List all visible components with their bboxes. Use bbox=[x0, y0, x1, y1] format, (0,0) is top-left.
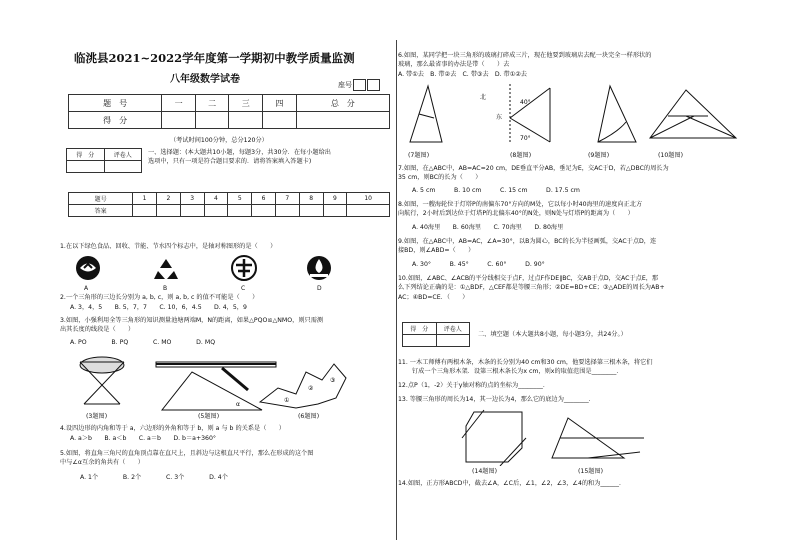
question-7-options: A. 5 cm B. 10 cm C. 15 cm D. 17.5 cm bbox=[412, 187, 580, 194]
answer-cell[interactable] bbox=[204, 205, 228, 217]
fig-caption-6: (6题图) bbox=[298, 413, 320, 420]
question-9-options: A. 30° B. 45° C. 60° D. 90° bbox=[412, 261, 545, 268]
answer-number: 2 bbox=[156, 193, 180, 205]
question-14: 14.如图，正方形ABCD中，截去∠A，∠C后，∠1，∠2，∠3，∠4的和为______． bbox=[398, 480, 626, 487]
answer-number: 10 bbox=[347, 193, 390, 205]
section2-instructions: 二、填空题（本大题共8小题，每小题3分，共24分。） bbox=[478, 331, 627, 338]
column-divider bbox=[396, 40, 397, 540]
exam-title: 临洮县2021~2022学年度第一学期初中教学质量监测 bbox=[74, 51, 355, 65]
question-4-options: A. a＞b B. a＜b C. a＝b D. b＝a+360° bbox=[70, 435, 217, 442]
q14-figure bbox=[460, 408, 530, 466]
answer-cell[interactable] bbox=[228, 205, 252, 217]
question-2: 2.一个三角形的三边长分别为 a, b, c，则 a, b, c 的值不可能是（ ） bbox=[60, 294, 259, 301]
svg-text:α: α bbox=[236, 401, 240, 408]
q9-figure bbox=[594, 82, 642, 148]
score-cell[interactable] bbox=[162, 112, 196, 129]
q7-figure bbox=[406, 82, 446, 148]
answer-number: 7 bbox=[275, 193, 299, 205]
fig-caption-7: (7题图) bbox=[408, 152, 430, 159]
fig-caption-10: (10题图) bbox=[658, 152, 684, 159]
fig-caption-14: (14题图) bbox=[472, 468, 498, 475]
fig-caption-9: (9题图) bbox=[588, 152, 610, 159]
score-header: 四 bbox=[263, 95, 297, 112]
answer-cell[interactable] bbox=[156, 205, 180, 217]
grader-score-cell[interactable] bbox=[67, 161, 105, 173]
grader-score-label: 得 分 bbox=[67, 149, 105, 161]
grader-table bbox=[66, 148, 142, 173]
q1-option-c: C bbox=[241, 285, 246, 292]
question-4: 4.设四边形的内角和等于 a，六边形的外角和等于 b，则 a 与 b 的关系是（ ） bbox=[60, 425, 285, 432]
question-6: 6.如图，某同学把一块三角形的玻璃打碎成三片，现在他要到玻璃店去配一块完全一样形状的 bbox=[398, 52, 652, 59]
q10-figure bbox=[646, 82, 740, 148]
answer-row-label: 答案 bbox=[69, 205, 133, 217]
answer-number: 4 bbox=[204, 193, 228, 205]
angle-40-label: 40° bbox=[520, 99, 531, 106]
seat-box bbox=[353, 79, 366, 91]
question-7-cont: 35 cm，则BC的长为（ ） bbox=[398, 174, 482, 181]
q1-option-a: A bbox=[84, 285, 89, 292]
left-column bbox=[60, 0, 395, 549]
score-cell[interactable] bbox=[229, 112, 263, 129]
compass-east-label: 东 bbox=[496, 114, 503, 121]
water-saving-logo-icon bbox=[307, 256, 331, 280]
question-5-options: A. 1个 B. 2个 C. 3个 D. 4个 bbox=[80, 474, 228, 481]
question-11-cont: 钉成一个三角形木架．设第三根木条长为x cm，则x的取值范围是________． bbox=[412, 368, 623, 375]
question-6-options: A. 带①去 B. 带②去 C. 带③去 D. 带①②去 bbox=[398, 71, 527, 78]
answer-number: 3 bbox=[180, 193, 204, 205]
question-1: 1.在以下绿色食品、回收、节能、节水四个标志中，是轴对称图形的是（ ） bbox=[60, 243, 277, 250]
question-10-cont: 么下列结论正确的是：①△BDF，△CEF都是等腰三角形；②DE=BD+CE；③△ADE的周长为AB+ bbox=[398, 284, 665, 291]
grader-reviewer-cell[interactable] bbox=[104, 161, 142, 173]
fig-caption-5: (5题图) bbox=[198, 413, 220, 420]
answer-number: 8 bbox=[299, 193, 323, 205]
answer-number: 6 bbox=[252, 193, 276, 205]
exam-subtitle: 八年级数学试卷 bbox=[170, 74, 240, 85]
exam-info: （考试时间100分钟，总分120分） bbox=[170, 137, 268, 144]
score-cell[interactable] bbox=[195, 112, 229, 129]
question-6-cont: 玻璃，那么最省事的办法是带（ ）去 bbox=[398, 61, 510, 68]
question-11: 11. 一木工师傅有两根木条，木条的长分别为40 cm和30 cm，他要选择第三根木条，将它们 bbox=[398, 359, 653, 366]
score-header: 三 bbox=[229, 95, 263, 112]
question-2-options: A. 3，4，5 B. 5，7，7 C. 10，6，4.5 D. 4，5，9 bbox=[70, 304, 247, 311]
question-3: 3.如图，小强利用全等三角形的知识测量池塘两端M，N的距离，如果△PQO≌△NMO，则只需测 bbox=[60, 317, 324, 324]
answer-number: 1 bbox=[133, 193, 157, 205]
question-3-cont: 出其长度的线段是（ ） bbox=[60, 326, 135, 333]
question-13: 13. 等腰三角形的周长为14，其一边长为4，那么它的底边为________． bbox=[398, 396, 595, 403]
answer-cell[interactable] bbox=[133, 205, 157, 217]
score-header: 二 bbox=[195, 95, 229, 112]
q1-option-d: D bbox=[317, 285, 322, 292]
answer-number: 5 bbox=[228, 193, 252, 205]
q1-logos bbox=[74, 255, 374, 283]
question-3-options: A. PO B. PQ C. MO D. MQ bbox=[70, 339, 216, 346]
right-column bbox=[398, 0, 743, 549]
score-header: 题 号 bbox=[69, 95, 162, 112]
fig-caption-15: (15题图) bbox=[578, 468, 604, 475]
q6-figure bbox=[256, 358, 356, 413]
grader-reviewer-label: 评卷人 bbox=[436, 323, 470, 335]
answer-cell[interactable] bbox=[252, 205, 276, 217]
compass-north-label: 北 bbox=[480, 94, 487, 101]
seat-box bbox=[367, 79, 380, 91]
answer-cell[interactable] bbox=[275, 205, 299, 217]
green-food-logo-icon bbox=[76, 256, 100, 280]
seat-label: 座号 bbox=[338, 81, 352, 89]
answer-cell[interactable] bbox=[299, 205, 323, 217]
grader-table-2 bbox=[402, 322, 470, 347]
energy-saving-logo-icon bbox=[232, 256, 256, 280]
grader-reviewer-cell[interactable] bbox=[436, 335, 470, 347]
grader-score-cell[interactable] bbox=[403, 335, 437, 347]
answer-cell[interactable] bbox=[180, 205, 204, 217]
q3-figure bbox=[68, 352, 138, 410]
question-10-cont2: AC；④BD=CE．（ ） bbox=[398, 294, 469, 301]
fig-caption-3: (3题图) bbox=[86, 413, 108, 420]
question-12: 12.点P（1，-2）关于y轴对称的点的坐标为________． bbox=[398, 382, 550, 389]
question-8: 8.如图，一艘海轮位于灯塔P的南偏东70°方向的M处，它以每小时40海里的速度向正北方 bbox=[398, 201, 643, 208]
svg-text:②: ② bbox=[308, 385, 314, 392]
question-9: 9.如图，在△ABC中，AB=AC，∠A=30°，以B为圆心，BC的长为半径画弧，交AC于点D，连 bbox=[398, 238, 657, 245]
question-5: 5.如图，将直角三角尺的直角顶点靠在直尺上，且斜边与这根直尺平行，那么在形成的这个图 bbox=[60, 450, 314, 457]
question-9-cont: 接BD，则∠ABD=（ ） bbox=[398, 247, 475, 254]
section1-instructions: 一、选择题：(本大题共10小题，每题3分，共30分．在每小题给出 bbox=[148, 149, 331, 156]
answer-cell[interactable] bbox=[323, 205, 347, 217]
answer-number: 9 bbox=[323, 193, 347, 205]
seat-number-field[interactable] bbox=[338, 79, 380, 91]
question-8-cont: 向航行，2小时后到达位于灯塔P的北偏东40°的N处，则N处与灯塔P的距离为（ ） bbox=[398, 210, 634, 217]
grader-score-label: 得 分 bbox=[403, 323, 437, 335]
score-cell[interactable] bbox=[296, 112, 389, 129]
recycle-logo-icon bbox=[154, 259, 178, 279]
question-7: 7.如图，在△ABC中，AB=AC=20 cm，DE垂直平分AB，垂足为E，交AC于D，若△DBC的周长为 bbox=[398, 165, 669, 172]
score-table bbox=[68, 94, 390, 129]
answer-table bbox=[68, 192, 390, 217]
grader-reviewer-label: 评卷人 bbox=[104, 149, 142, 161]
q15-figure bbox=[548, 412, 648, 464]
svg-text:③: ③ bbox=[330, 377, 336, 384]
question-10: 10.如图，∠ABC、∠ACB的平分线相交于点F，过点F作DE∥BC，交AB于点D，交AC于点E，那 bbox=[398, 275, 659, 282]
fig-caption-8: (8题图) bbox=[510, 152, 532, 159]
angle-70-label: 70° bbox=[520, 135, 531, 142]
q1-option-b: B bbox=[163, 285, 168, 292]
question-5-cont: 中与∠α互余的角共有（ ） bbox=[60, 459, 144, 466]
svg-text:①: ① bbox=[284, 397, 290, 404]
question-8-options: A. 40海里 B. 60海里 C. 70海里 D. 80海里 bbox=[412, 224, 564, 231]
answer-cell[interactable] bbox=[347, 205, 390, 217]
score-cell[interactable] bbox=[263, 112, 297, 129]
section1-instructions-cont: 选项中，只有一项是符合题目要求的．请将答案填入答题卡) bbox=[148, 158, 312, 165]
score-header: 一 bbox=[162, 95, 196, 112]
score-header: 总 分 bbox=[296, 95, 389, 112]
answer-header-label: 题号 bbox=[69, 193, 133, 205]
q8-figure bbox=[480, 82, 560, 148]
score-row-label: 得 分 bbox=[69, 112, 162, 129]
